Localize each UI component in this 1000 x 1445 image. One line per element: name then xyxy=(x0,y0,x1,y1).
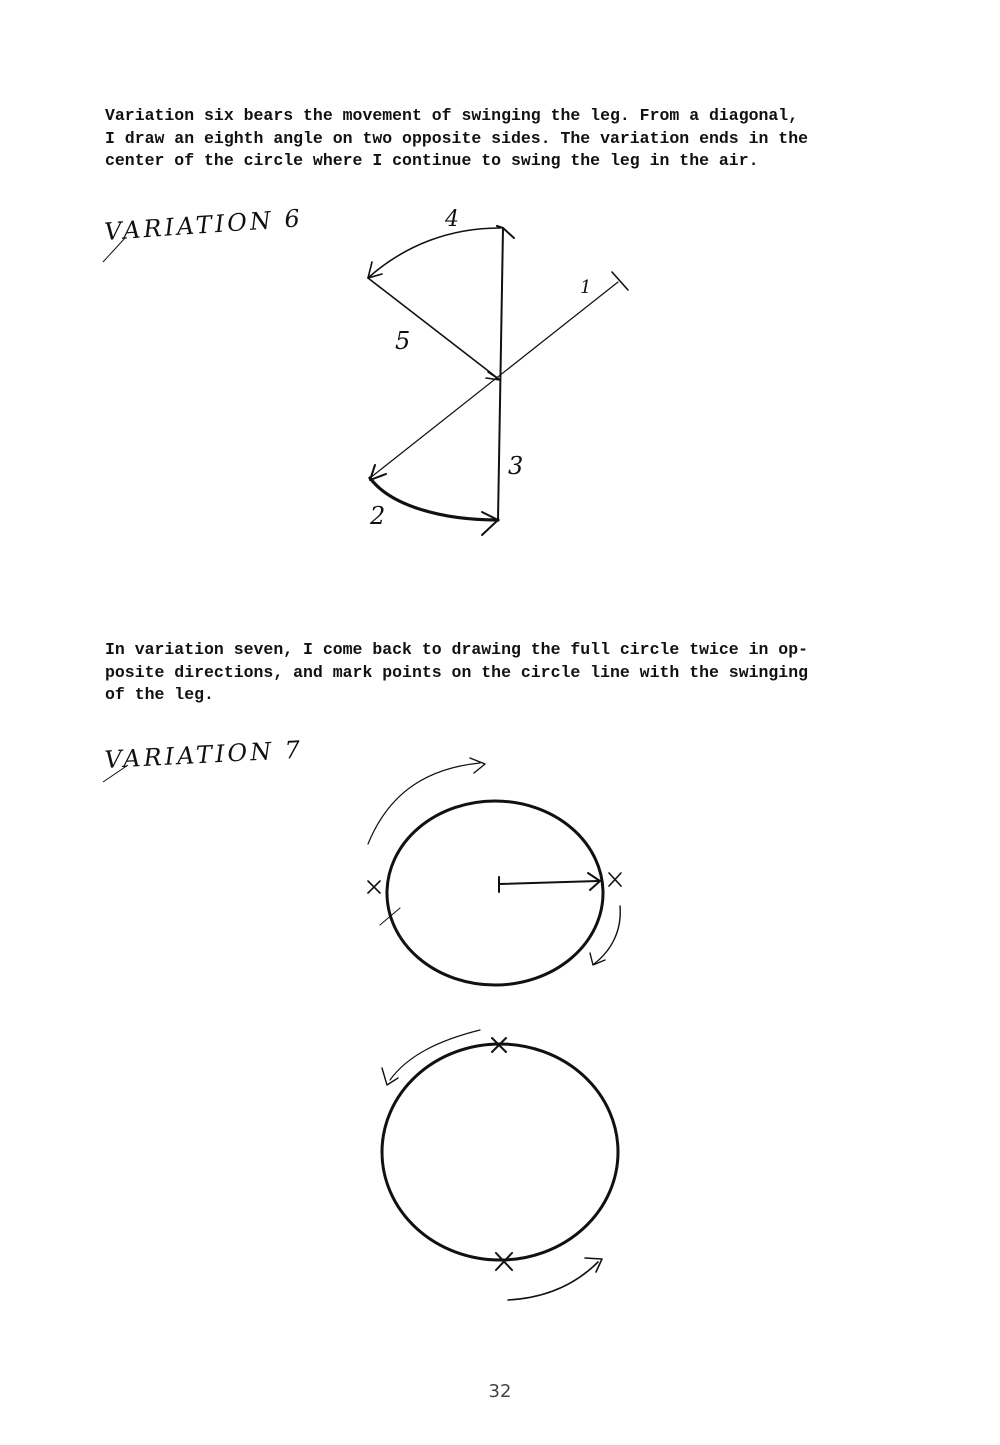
lower-top-arrow-head xyxy=(382,1068,398,1085)
step-label-3: 3 xyxy=(508,452,524,480)
text-line: posite directions, and mark points on the circle line with the swinging xyxy=(105,662,809,682)
lower-top-arrow-arc xyxy=(390,1030,480,1080)
lower-circle xyxy=(382,1044,618,1260)
lower-circle-group xyxy=(382,1030,618,1300)
variation-7-caption: VARIATION 7 xyxy=(103,735,304,774)
text-line: of the leg. xyxy=(105,685,214,704)
radius-line xyxy=(499,881,598,884)
upper-arrow-head xyxy=(470,758,485,773)
text-line: Variation six bears the movement of swinging the leg. From a diagonal, xyxy=(105,106,799,125)
step-label-4: 4 xyxy=(445,207,459,232)
step-label-5: 5 xyxy=(395,327,411,355)
cross-mark-left xyxy=(368,881,380,893)
upper-circle-group xyxy=(368,758,621,985)
variation-6-caption: VARIATION 6 xyxy=(103,204,304,246)
right-arrow-arc xyxy=(594,906,620,964)
upper-circle xyxy=(387,801,603,985)
cross-mark-bottom xyxy=(496,1253,512,1270)
right-arrow-head xyxy=(590,953,605,965)
lower-bottom-arrow-arc xyxy=(508,1262,598,1300)
text-line: I draw an eighth angle on two opposite sides. The variation ends in the xyxy=(105,128,809,148)
text-line: In variation seven, I come back to drawing the full circle twice in op- xyxy=(105,640,809,659)
text-line: center of the circle where I continue to swing the leg in the air. xyxy=(105,151,759,170)
step-label-1: 1 xyxy=(580,277,592,298)
cross-mark-right xyxy=(609,873,621,886)
lower-bottom-arrow-head xyxy=(585,1258,602,1272)
upper-arrow-arc xyxy=(368,763,480,844)
step-label-2: 2 xyxy=(370,502,386,530)
page-number: 32 xyxy=(488,1381,512,1402)
